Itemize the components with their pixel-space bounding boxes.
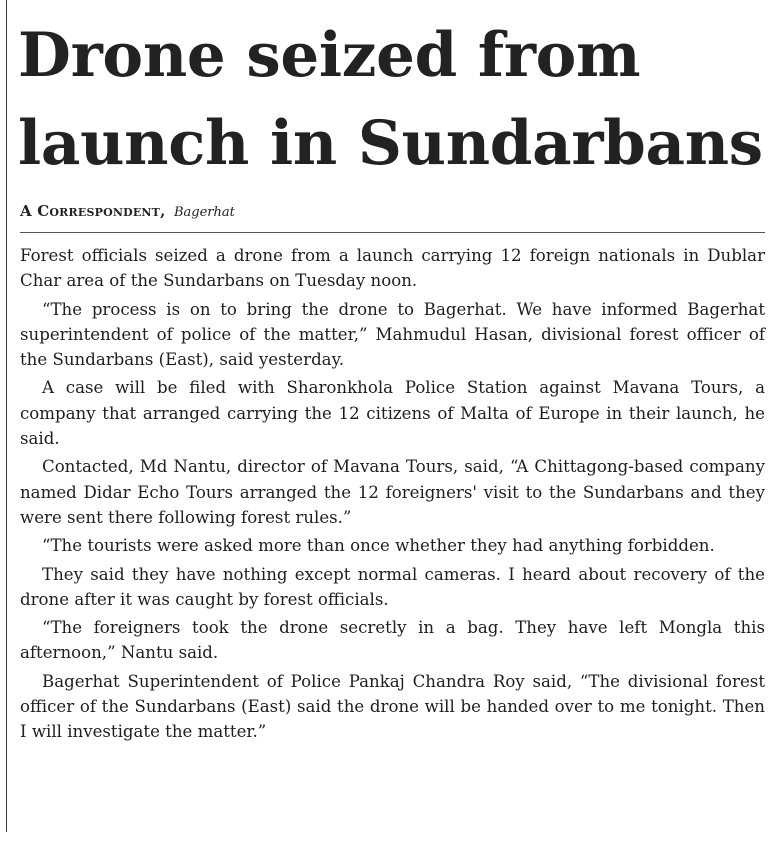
headline-line-2: launch in Sundarbans xyxy=(18,108,763,179)
column-rule xyxy=(6,0,7,832)
byline xyxy=(20,201,765,223)
paragraph-2: “The process is on to bring the drone to Bagerhat. We have informed Bagerhat superintendent of police of the matter,” Mahmudul Hasan, divisional forest officer of the Sundarbans (East), said yesterday. xyxy=(20,299,765,370)
paragraph-4: Contacted, Md Nantu, director of Mavana Tours, said, “A Chittagong-based company named Didar Echo Tours arranged the 12 foreigners' visit to the Sundarbans and they were sent there following forest rules.” xyxy=(20,457,765,527)
headline xyxy=(18,12,765,188)
byline-author: A Correspondent, xyxy=(20,202,166,220)
byline-divider xyxy=(20,232,765,233)
paragraph-3: A case will be filed with Sharonkhola Police Station against Mavana Tours, a company that arranged carrying the 12 citizens of Malta of Europe in their launch, he said. xyxy=(20,378,765,449)
headline-line-1: Drone seized from xyxy=(18,20,641,91)
byline-location: Bagerhat xyxy=(173,205,235,220)
paragraph-7: “The foreigners took the drone secretly in a bag. They have left Mongla this afternoon,” Nantu said. xyxy=(20,618,765,663)
paragraph-8: Bagerhat Superintendent of Police Pankaj Chandra Roy said, “The divisional forest officer of the Sundarbans (East) said the drone will be handed over to me tonight. Then I will investigate the matter.” xyxy=(20,671,765,742)
paragraph-5: “The tourists were asked more than once whether they had anything forbidden. xyxy=(42,536,715,556)
paragraph-6: They said they have nothing except normal cameras. I heard about recovery of the drone after it was caught by forest officials. xyxy=(20,564,765,609)
article-body xyxy=(20,243,765,745)
news-article xyxy=(20,0,765,748)
paragraph-1: Forest officials seized a drone from a launch carrying 12 foreign nationals in Dublar Char area of the Sundarbans on Tuesday noon. xyxy=(20,246,765,291)
